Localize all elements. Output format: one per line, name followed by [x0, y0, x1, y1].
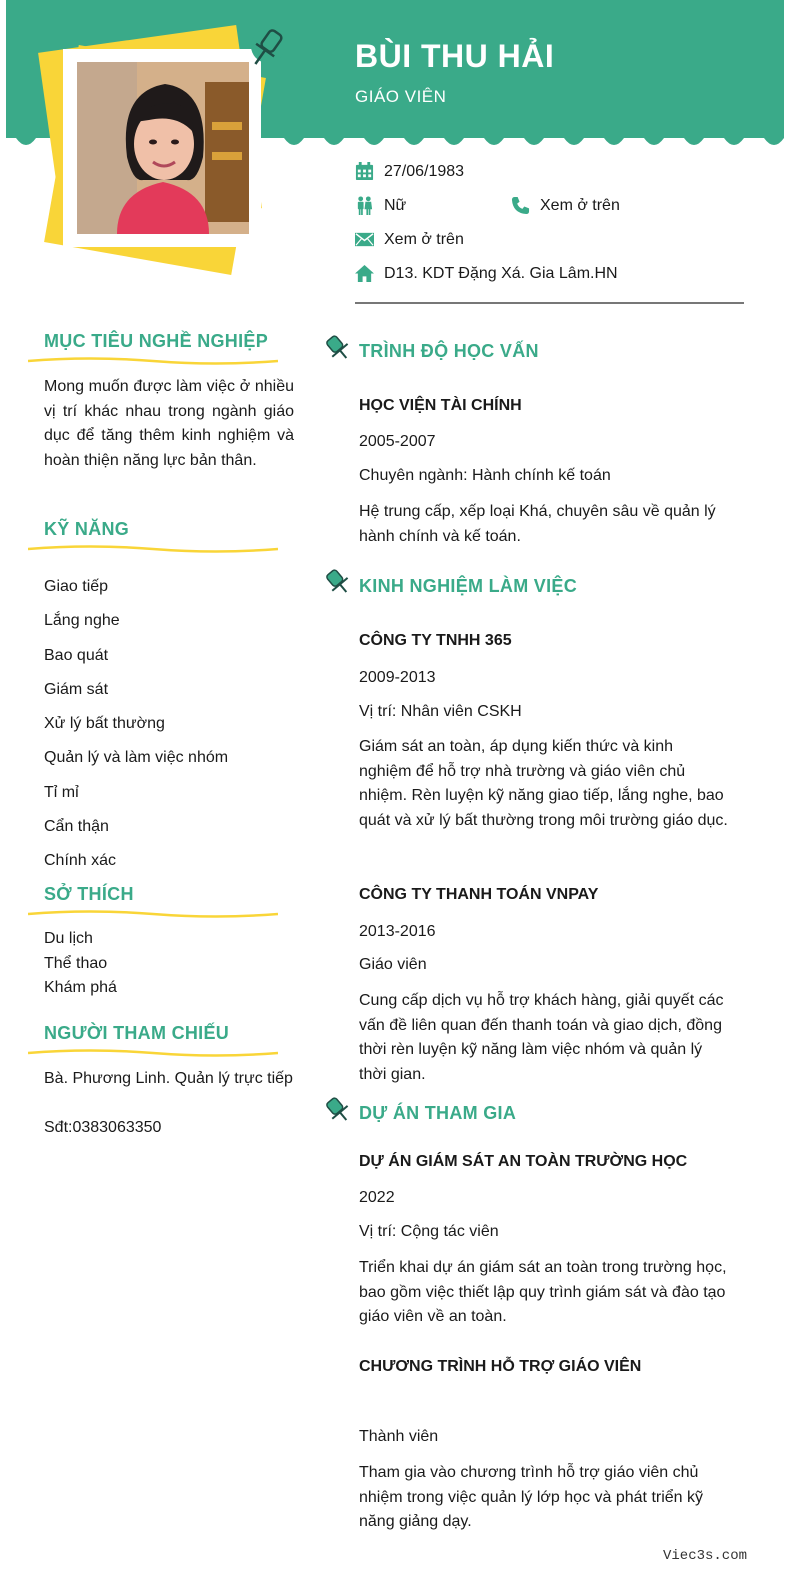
- contact-address: [355, 264, 618, 283]
- reference-line: Bà. Phương Linh. Quản lý trực tiếp: [44, 1070, 293, 1087]
- job-company: CÔNG TY THANH TOÁN VNPAY: [359, 886, 599, 903]
- objective-underline: [28, 356, 278, 366]
- gender-icon: [355, 196, 374, 215]
- list-item: Xử lý bất thường: [44, 715, 165, 733]
- list-item: Bao quát: [44, 646, 109, 664]
- education-school: HỌC VIỆN TÀI CHÍNH: [359, 397, 522, 414]
- list-item: Thể thao: [44, 954, 108, 972]
- list-item: Lắng nghe: [44, 612, 120, 630]
- hobbies-list: [44, 927, 117, 1001]
- objective-heading: MỤC TIÊU NGHỀ NGHIỆP: [44, 331, 269, 351]
- list-item: Khám phá: [44, 979, 117, 996]
- references-heading: NGƯỜI THAM CHIẾU: [44, 1023, 230, 1043]
- pushpin-icon: [325, 568, 351, 596]
- job-title: GIÁO VIÊN: [355, 87, 447, 106]
- home-icon: [355, 264, 374, 283]
- skills-list: [44, 570, 228, 879]
- list-item: Giao tiếp: [44, 578, 109, 595]
- calendar-icon: [355, 162, 374, 181]
- pushpin-icon: [245, 26, 287, 72]
- contact-divider: [355, 302, 744, 304]
- skills-underline: [28, 544, 278, 554]
- contact-gender: [355, 196, 406, 215]
- education-major: Chuyên ngành: Hành chính kế toán: [359, 467, 611, 484]
- project-role: Thành viên: [359, 1428, 439, 1445]
- experience-heading: KINH NGHIỆM LÀM VIỆC: [359, 576, 578, 596]
- job-description: Cung cấp dịch vụ hỗ trợ khách hàng, giải quyết các vấn đề liên quan đến thanh toán và giao dịch, đồng thời rèn luyện kỹ năng làm việc nhóm và quản lý thời gian.: [359, 992, 724, 1083]
- project-name: CHƯƠNG TRÌNH HỖ TRỢ GIÁO VIÊN: [359, 1358, 642, 1375]
- project-name: DỰ ÁN GIÁM SÁT AN TOÀN TRƯỜNG HỌC: [359, 1153, 688, 1170]
- profile-photo: [77, 62, 249, 234]
- education-years: 2005-2007: [359, 433, 436, 450]
- hobbies-heading: SỞ THÍCH: [44, 884, 134, 904]
- education-heading: TRÌNH ĐỘ HỌC VẤN: [359, 341, 539, 361]
- phone-icon: [511, 196, 530, 215]
- project-year: 2022: [359, 1189, 395, 1206]
- list-item: Du lịch: [44, 930, 93, 947]
- job-description: Giám sát an toàn, áp dụng kiến thức và kinh nghiệm để hỗ trợ nhà trường và giáo viên chủ nhiệm. Rèn luyện kỹ năng giao tiếp, lắng nghe, bao quát và xử lý bất thường trong môi trường giáo dục.: [359, 738, 728, 829]
- list-item: Giám sát: [44, 680, 109, 698]
- person-name: BÙI THU HẢI: [355, 38, 555, 74]
- job-company: CÔNG TY TNHH 365: [359, 632, 512, 649]
- job-years: 2009-2013: [359, 669, 436, 686]
- list-item: Cẩn thận: [44, 818, 109, 836]
- contact-phone: [511, 196, 620, 215]
- list-item: Tỉ mỉ: [44, 783, 79, 801]
- list-item: Quản lý và làm việc nhóm: [44, 749, 229, 767]
- pushpin-icon: [325, 1096, 351, 1124]
- projects-heading: DỰ ÁN THAM GIA: [359, 1103, 517, 1123]
- references-underline: [28, 1048, 278, 1058]
- list-item: Chính xác: [44, 852, 117, 870]
- birthdate-value: 27/06/1983: [384, 162, 465, 180]
- project-description: Triển khai dự án giám sát an toàn trong trường học, bao gồm việc thiết lập quy trình giám sát và đào tạo giáo viên về an toàn.: [359, 1259, 727, 1325]
- reference-phone: Sđt:0383063350: [44, 1119, 162, 1136]
- project-description: Tham gia vào chương trình hỗ trợ giáo viên chủ nhiệm trong việc quản lý lớp học và phát triển kỹ năng giảng dạy.: [359, 1464, 704, 1530]
- job-position: Vị trí: Nhân viên CSKH: [359, 703, 522, 720]
- mail-icon: [355, 230, 374, 249]
- job-years: 2013-2016: [359, 923, 436, 940]
- email-value: Xem ở trên: [384, 230, 464, 248]
- education-description: Hệ trung cấp, xếp loại Khá, chuyên sâu về quản lý hành chính và kế toán.: [359, 503, 716, 545]
- phone-value: Xem ở trên: [540, 196, 620, 214]
- objective-text: Mong muốn được làm việc ở nhiều vị trí khác nhau trong ngành giáo dục để tăng thêm kinh nghiệm và hoàn thiện năng lực bản thân.: [44, 378, 294, 469]
- contact-email: [355, 230, 464, 249]
- project-role: Vị trí: Cộng tác viên: [359, 1223, 499, 1240]
- hobbies-underline: [28, 909, 278, 919]
- gender-value: Nữ: [384, 196, 407, 214]
- address-value: D13. KDT Đặng Xá. Gia Lâm.HN: [384, 264, 618, 282]
- skills-heading: KỸ NĂNG: [44, 519, 130, 539]
- watermark: Viec3s.com: [663, 1548, 748, 1564]
- contact-birthdate: [355, 162, 464, 181]
- pushpin-icon: [325, 334, 351, 362]
- job-position: Giáo viên: [359, 956, 427, 973]
